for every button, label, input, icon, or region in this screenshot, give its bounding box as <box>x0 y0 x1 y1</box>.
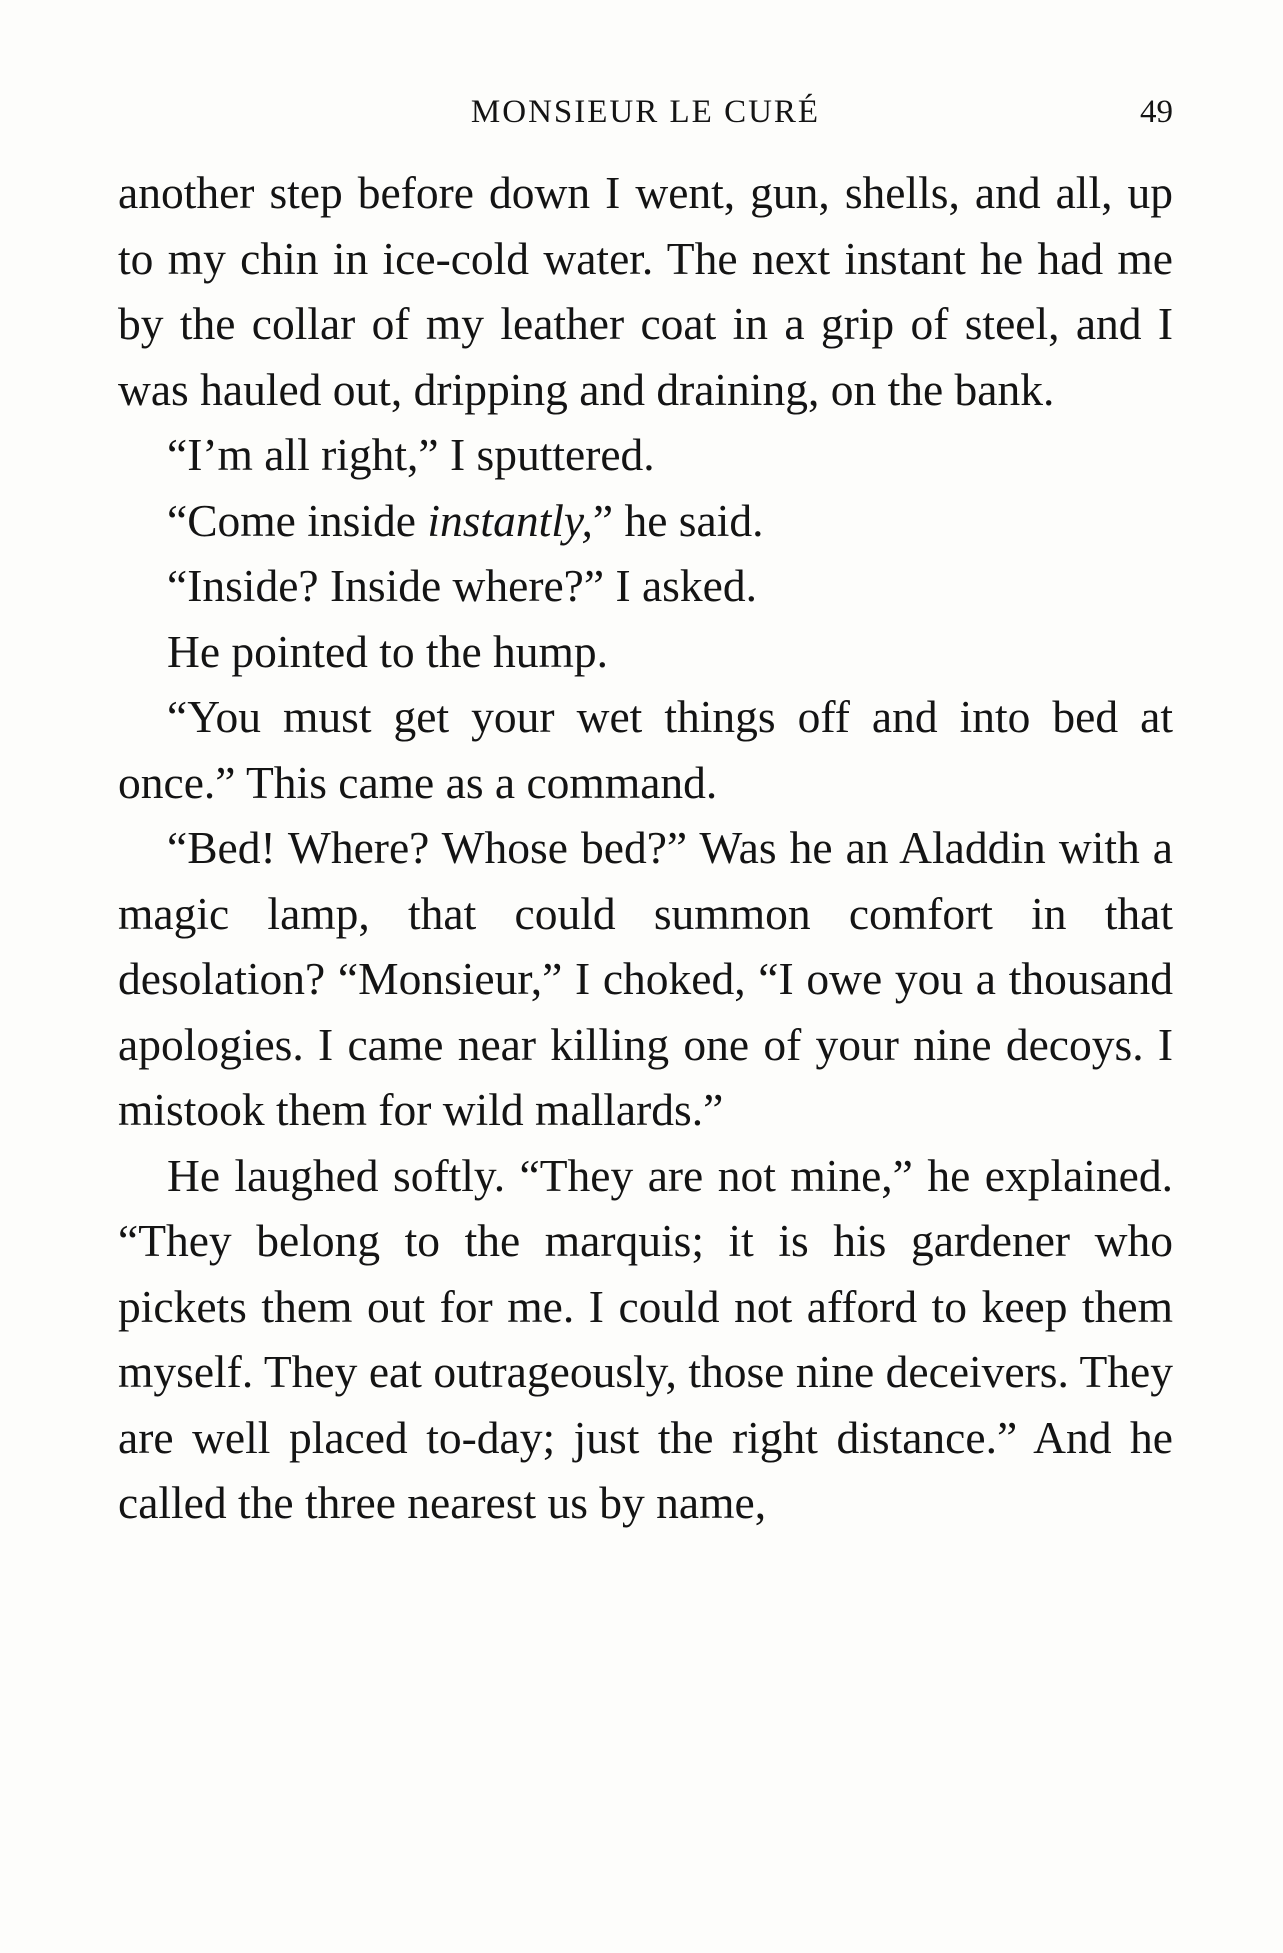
page-number: 49 <box>1140 94 1173 130</box>
italic-text-run: instantly, <box>427 494 593 546</box>
paragraph <box>118 684 1173 815</box>
running-title: MONSIEUR LE CURÉ <box>470 94 821 130</box>
paragraph <box>118 160 1173 422</box>
text-run: He pointed to the hump. <box>167 625 609 677</box>
paragraph <box>118 815 1173 1143</box>
paragraph <box>118 422 1173 488</box>
paragraph <box>118 619 1173 685</box>
paragraph <box>118 488 1173 554</box>
running-head <box>118 88 1173 138</box>
text-run: “Inside? Inside where?” I asked. <box>167 560 757 611</box>
text-run: ” he said. <box>592 494 764 546</box>
text-run: “Bed! Where? Whose bed?” Was he an Aladdin with a magic lamp, that could summon comfort in that desolation? “Monsieur,” I choked, “I owe you a thousand apologies. I came near killing one of your nine decoys. I mistook them for wild mallards.” <box>118 822 1173 1135</box>
text-run: “Come inside <box>167 494 428 546</box>
text-run: another step before down I went, gun, shells, and all, up to my chin in ice-cold water. The next instant he had me by the collar of my leather coat in a grip of steel, and I was hauled out, dripping and draining, on the bank. <box>118 167 1173 415</box>
text-run: “I’m all right,” I sputtered. <box>167 429 655 480</box>
text-run: He laughed softly. “They are not mine,” he explained. “They belong to the marquis; it is his gardener who pickets them out for me. I could not afford to keep them myself. They eat outrageously, those nine deceivers. They are well placed to-day; just the right distance.” And he called the three nearest us by name, <box>118 1149 1173 1528</box>
text-run: “You must get your wet things off and into bed at once.” This came as a command. <box>118 691 1173 808</box>
body-text <box>118 160 1173 1536</box>
paragraph <box>118 1143 1173 1536</box>
paragraph <box>118 553 1173 619</box>
